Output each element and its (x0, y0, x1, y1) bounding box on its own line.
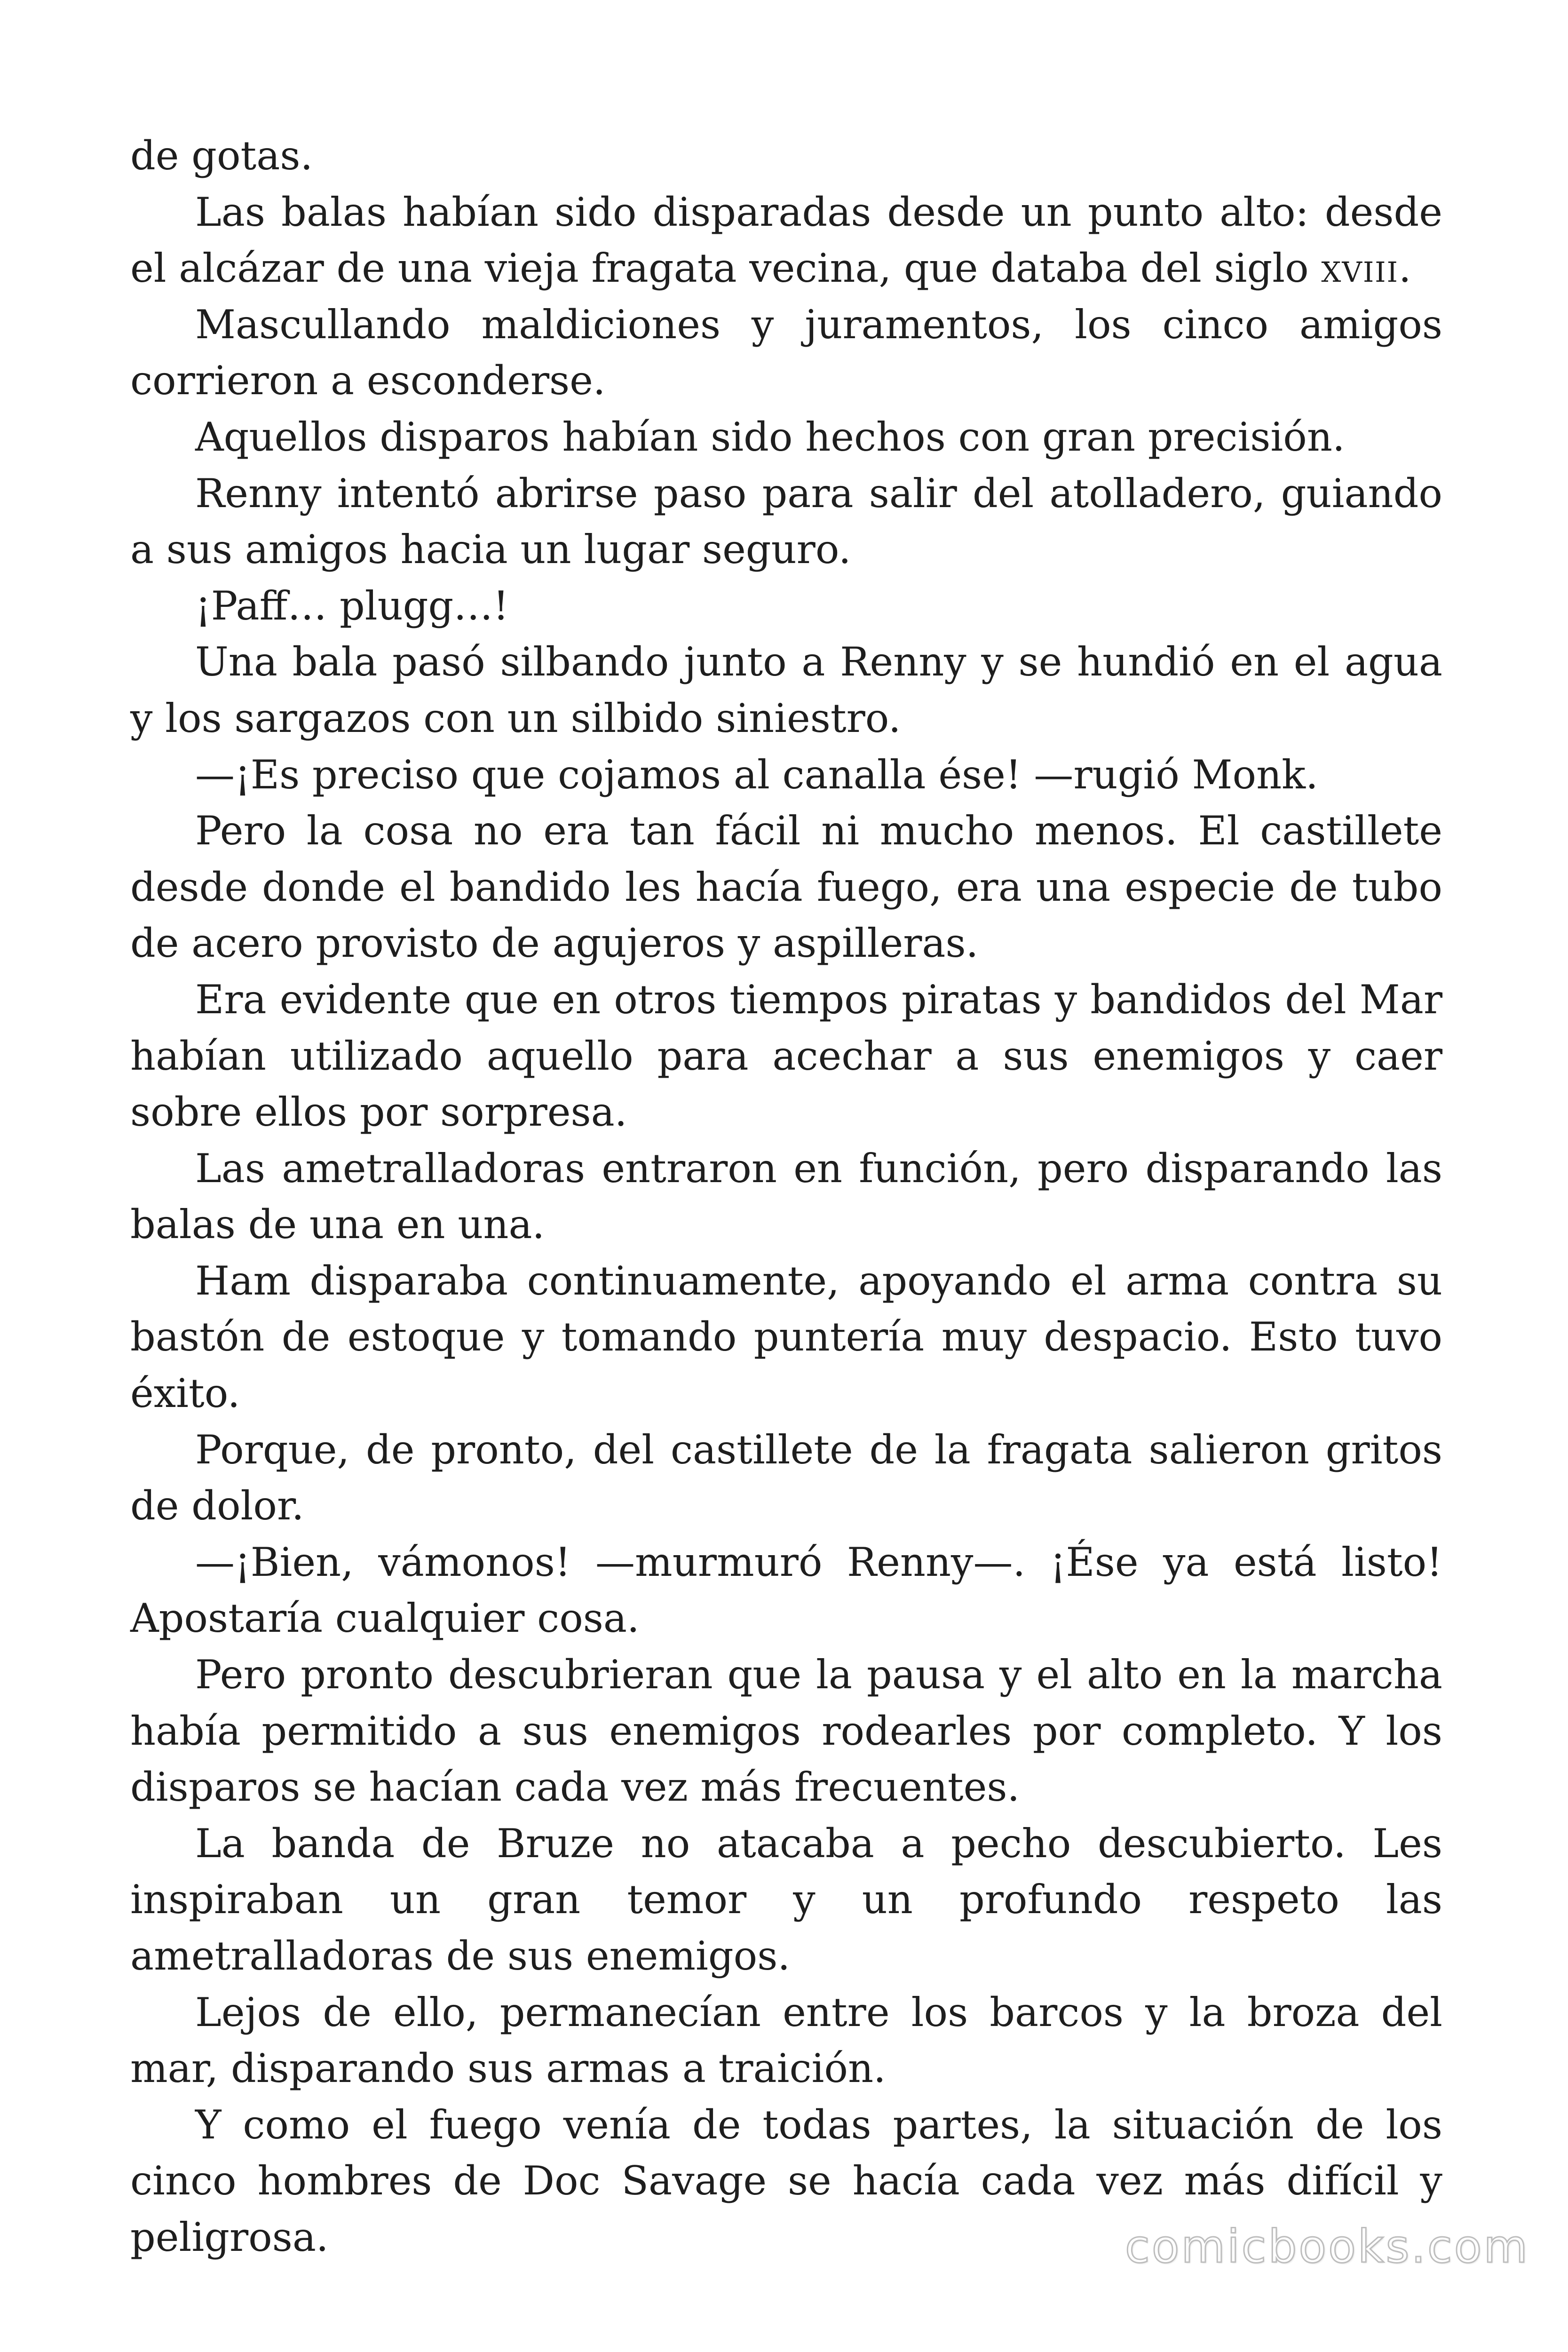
paragraph: —¡Bien, vámonos! —murmuró Renny—. ¡Ése ya está listo! Apostaría cualquier cosa. (130, 1539, 1442, 1642)
paragraph: Mascullando maldiciones y juramentos, los cinco amigos corrieron a esconderse. (130, 301, 1442, 404)
paragraph: —¡Es preciso que cojamos al canalla ése! —rugió Monk. (195, 751, 1318, 798)
paragraph-continuation: de gotas. (130, 133, 313, 179)
century-numeral: xviii (1321, 245, 1399, 292)
paragraph: Pero la cosa no era tan fácil ni mucho menos. El castillete desde donde el bandido les hacía fuego, era una especie de tubo de acero provisto de agujeros y aspilleras. (130, 808, 1442, 967)
paragraph: La banda de Bruze no atacaba a pecho descubierto. Les inspiraban un gran temor y un profundo respeto las ametralladoras de sus enemigos. (130, 1820, 1442, 1979)
body-text (130, 128, 1442, 2266)
paragraph: Renny intentó abrirse paso para salir del atolladero, guiando a sus amigos hacia un lugar seguro. (130, 470, 1442, 573)
paragraph: Era evidente que en otros tiempos piratas y bandidos del Mar habían utilizado aquello para acechar a sus enemigos y caer sobre ellos por sorpresa. (130, 976, 1442, 1136)
paragraph: ¡Paff… plugg…! (195, 582, 509, 629)
paragraph: Una bala pasó silbando junto a Renny y se hundió en el agua y los sargazos con un silbido siniestro. (130, 639, 1442, 741)
paragraph: Aquellos disparos habían sido hechos con gran precisión. (195, 413, 1345, 460)
paragraph: Y como el fuego venía de todas partes, la situación de los cinco hombres de Doc Savage se hacía cada vez más difícil y peligrosa. (130, 2101, 1442, 2260)
paragraph: Ham disparaba continuamente, apoyando el arma contra su bastón de estoque y tomando puntería muy despacio. Esto tuvo éxito. (130, 1257, 1442, 1417)
paragraph: Las balas habían sido disparadas desde un punto alto: desde el alcázar de una vieja fragata vecina, que databa del siglo xviii. (130, 189, 1442, 292)
paragraph: Porque, de pronto, del castillete de la fragata salieron gritos de dolor. (130, 1426, 1442, 1529)
paragraph: Pero pronto descubrieran que la pausa y el alto en la marcha había permitido a sus enemigos rodearles por completo. Y los disparos se hacían cada vez más frecuentes. (130, 1652, 1442, 1811)
paragraph: Las ametralladoras entraron en función, pero disparando las balas de una en una. (130, 1145, 1442, 1248)
paragraph: Lejos de ello, permanecían entre los barcos y la broza del mar, disparando sus armas a traición. (130, 1989, 1442, 2092)
watermark-logo: comicbooks.com (1125, 2220, 1529, 2273)
